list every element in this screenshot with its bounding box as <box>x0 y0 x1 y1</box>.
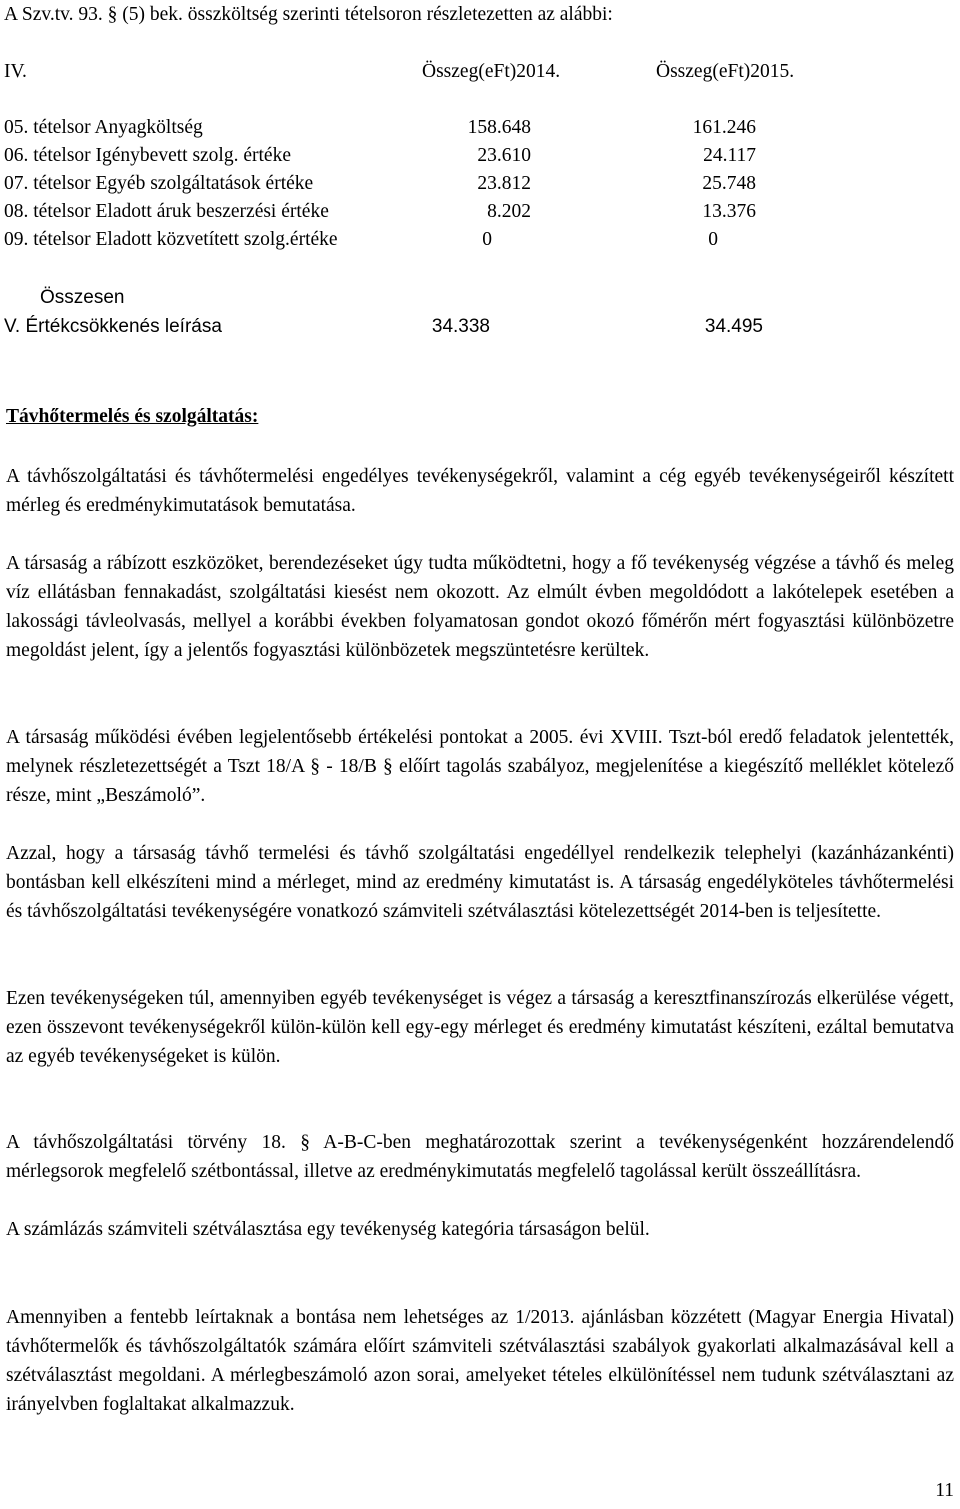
paragraph: A társaság működési évében legjelentősebb értékelési pontokat a 2005. évi XVIII. Tszt-ból eredő feladatok jelentették, melynek részletezettségét a Tszt 18/A § - 18/B § előírt tagolás szabályoz, megjelenítése a kiegészítő melléklet kötelező része, mint „Beszámoló”. <box>6 727 954 806</box>
table-row-label: 06. tételsor Igénybevett szolg. értéke <box>4 145 291 166</box>
table-value-2015: 0 <box>708 229 718 250</box>
table-value-2014: 0 <box>482 229 492 250</box>
column-header-2014: Összeg(eFt)2014. <box>422 61 561 82</box>
paragraph: A társaság a rábízott eszközöket, berendezéseket úgy tudta működtetni, hogy a fő tevékenység végzése a távhő és meleg víz ellátásban fennakadást, szolgáltatási kiesést nem okozott. Az elmúlt évben megoldódott a lakótelepek esetében a lakossági távleolvasás, mellyel a korábbi években folyamatosan gondot okozó főmérőn mért fogyasztási különbözetre megoldást jelent, így a jelentős fogyasztási különbözetek megszüntetésre kerültek. <box>6 553 954 661</box>
paragraph: A távhőszolgáltatási és távhőtermelési engedélyes tevékenységekről, valamint a cég egyéb tevékenységeiről készített mérleg és eredménykimutatások bemutatása. <box>6 466 954 516</box>
table-value-2015: 25.748 <box>702 173 756 194</box>
depreciation-value-2014: 34.338 <box>431 316 490 337</box>
table-value-2014: 8.202 <box>487 201 531 222</box>
table-value-2014: 23.812 <box>477 173 531 194</box>
table-value-2014: 23.610 <box>477 145 531 166</box>
paragraph: Azzal, hogy a társaság távhő termelési és távhő szolgáltatási engedéllyel rendelkezik telephelyi (kazánházankénti) bontásban kell elkészíteni mind a mérleget, mind az eredmény kimutatást is. A társaság engedélyköteles távhőtermelési és távhőszolgáltatási tevékenységére vonatkozó számviteli szétválasztási kötelezettségét 2014-ben is teljesítette. <box>6 843 954 922</box>
intro-line: A Szv.tv. 93. § (5) bek. összköltség szerinti tételsoron részletezetten az alábbi: <box>4 4 613 25</box>
table-value-2015: 24.117 <box>703 145 756 166</box>
table-row-label: IV. <box>4 61 27 82</box>
table-value-2015: 13.376 <box>702 201 756 222</box>
paragraph: A távhőszolgáltatási törvény 18. § A-B-C-ben meghatározottak szerint a tevékenységenként hozzárendelendő mérlegsorok megfelelő szétbontással, illetve az eredménykimutatás megfelelő tagolással került összeállításra. <box>6 1132 954 1182</box>
paragraph: Ezen tevékenységeken túl, amennyiben egyéb tevékenységet is végez a társaság a keresztfinanszírozás elkerülése végett, ezen összevont tevékenységekről külön-külön kell egy-egy mérleget és eredmény kimutatást készíteni, ezáltal bemutatva az egyéb tevékenységeket is külön. <box>6 988 954 1067</box>
section-heading: Távhőtermelés és szolgáltatás: <box>6 406 259 427</box>
column-header-2015: Összeg(eFt)2015. <box>656 61 795 82</box>
depreciation-value-2015: 34.495 <box>704 316 763 337</box>
table-row-label: 09. tételsor Eladott közvetített szolg.értéke <box>4 229 338 250</box>
table-value-2015: 161.246 <box>692 117 756 138</box>
table-value-2014: 158.648 <box>467 117 531 138</box>
depreciation-label: V. Értékcsökkenés leírása <box>4 316 222 337</box>
paragraph: Amennyiben a fentebb leírtaknak a bontása nem lehetséges az 1/2013. ajánlásban közzétett (Magyar Energia Hivatal) távhőtermelők és távhőszolgáltatók számára előírt számviteli szétválasztási szabályok gyakorlati alkalmazásával kell a szétválasztást megoldani. A mérlegbeszámoló azon sorai, amelyeket tételes elkülönítéssel nem tudunk szétválasztani az irányelvben foglaltakat alkalmazzuk. <box>6 1307 954 1415</box>
table-row-label: 07. tételsor Egyéb szolgáltatások értéke <box>4 173 314 194</box>
paragraph: A számlázás számviteli szétválasztása egy tevékenység kategória társaságon belül. <box>6 1219 650 1240</box>
page-number: 11 <box>935 1480 954 1501</box>
table-row-label: 05. tételsor Anyagköltség <box>4 117 203 138</box>
table-row-label: 08. tételsor Eladott áruk beszerzési értéke <box>4 201 329 222</box>
total-label: Összesen <box>40 287 125 308</box>
